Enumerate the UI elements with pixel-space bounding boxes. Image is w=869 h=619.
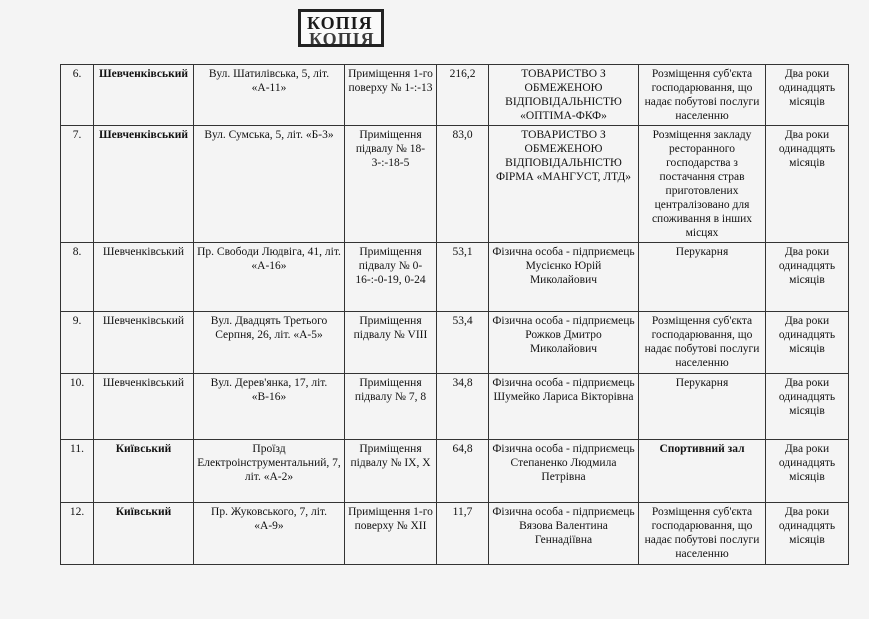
area-cell: 53,1 (437, 243, 489, 312)
tenant-cell: ТОВАРИСТВО З ОБМЕЖЕНОЮ ВІДПОВІДАЛЬНІСТЮ ФІРМА «МАНГУСТ, ЛТД» (489, 126, 639, 243)
address-cell: Вул. Сумська, 5, літ. «Б-3» (194, 126, 345, 243)
address-cell: Проїзд Електроінструментальний, 7, літ. «А-2» (194, 440, 345, 503)
district-cell: Київський (94, 503, 194, 565)
premises-cell: Приміщення 1-го поверху № XII (345, 503, 437, 565)
district-cell: Київський (94, 440, 194, 503)
premises-cell: Приміщення підвалу № 7, 8 (345, 374, 437, 440)
tenant-cell: Фізична особа - підприємець Рожков Дмитро Миколайович (489, 312, 639, 374)
address-cell: Вул. Дерев'янка, 17, літ. «В-16» (194, 374, 345, 440)
stamp-text-1: КОПІЯ (307, 13, 373, 33)
tenant-cell: Фізична особа - підприємець Шумейко Лариса Вікторівна (489, 374, 639, 440)
purpose-cell: Розміщення суб'єкта господарювання, що надає побутові послуги населенню (639, 65, 766, 126)
area-cell: 64,8 (437, 440, 489, 503)
table-row (61, 374, 849, 440)
address-cell: Пр. Жуковського, 7, літ. «А-9» (194, 503, 345, 565)
stamp-text-2: КОПІЯ (309, 29, 375, 47)
copy-stamp (298, 9, 384, 47)
premises-cell: Приміщення підвалу № 0-16-:-0-19, 0-24 (345, 243, 437, 312)
address-cell: Пр. Свободи Людвіга, 41, літ. «А-16» (194, 243, 345, 312)
address-cell: Вул. Двадцять Третього Серпня, 26, літ. «А-5» (194, 312, 345, 374)
purpose-cell: Перукарня (639, 243, 766, 312)
table-row (61, 312, 849, 374)
purpose-cell: Перукарня (639, 374, 766, 440)
district-cell: Шевченківський (94, 243, 194, 312)
area-cell: 216,2 (437, 65, 489, 126)
table-row (61, 243, 849, 312)
district-cell: Шевченківський (94, 126, 194, 243)
row-number: 7. (61, 126, 94, 243)
row-number: 10. (61, 374, 94, 440)
tenant-cell: Фізична особа - підприємець Степаненко Людмила Петрівна (489, 440, 639, 503)
purpose-cell: Спортивний зал (639, 440, 766, 503)
term-cell: Два роки одинадцять місяців (766, 440, 849, 503)
area-cell: 34,8 (437, 374, 489, 440)
tenant-cell: ТОВАРИСТВО З ОБМЕЖЕНОЮ ВІДПОВІДАЛЬНІСТЮ «ОПТІМА-ФКФ» (489, 65, 639, 126)
premises-cell: Приміщення 1-го поверху № 1-:-13 (345, 65, 437, 126)
purpose-cell: Розміщення закладу ресторанного господарства з постачання страв приготовлених централізовано для споживання в інших місцях (639, 126, 766, 243)
table-row (61, 503, 849, 565)
purpose-cell: Розміщення суб'єкта господарювання, що надає побутові послуги населенню (639, 312, 766, 374)
term-cell: Два роки одинадцять місяців (766, 243, 849, 312)
table-row (61, 126, 849, 243)
row-number: 11. (61, 440, 94, 503)
term-cell: Два роки одинадцять місяців (766, 312, 849, 374)
row-number: 6. (61, 65, 94, 126)
row-number: 12. (61, 503, 94, 565)
district-cell: Шевченківський (94, 374, 194, 440)
premises-cell: Приміщення підвалу № 18-3-:-18-5 (345, 126, 437, 243)
district-cell: Шевченківський (94, 312, 194, 374)
premises-cell: Приміщення підвалу № IX, X (345, 440, 437, 503)
area-cell: 83,0 (437, 126, 489, 243)
lease-table (60, 64, 849, 565)
table-body (61, 65, 849, 565)
row-number: 9. (61, 312, 94, 374)
purpose-cell: Розміщення суб'єкта господарювання, що надає побутові послуги населенню (639, 503, 766, 565)
term-cell: Два роки одинадцять місяців (766, 126, 849, 243)
term-cell: Два роки одинадцять місяців (766, 503, 849, 565)
table-row (61, 440, 849, 503)
table-row (61, 65, 849, 126)
tenant-cell: Фізична особа - підприємець Вязова Валентина Геннадіївна (489, 503, 639, 565)
area-cell: 11,7 (437, 503, 489, 565)
area-cell: 53,4 (437, 312, 489, 374)
tenant-cell: Фізична особа - підприємець Мусієнко Юрій Миколайович (489, 243, 639, 312)
address-cell: Вул. Шатилівська, 5, літ. «А-11» (194, 65, 345, 126)
district-cell: Шевченківський (94, 65, 194, 126)
premises-cell: Приміщення підвалу № VIII (345, 312, 437, 374)
row-number: 8. (61, 243, 94, 312)
term-cell: Два роки одинадцять місяців (766, 65, 849, 126)
term-cell: Два роки одинадцять місяців (766, 374, 849, 440)
